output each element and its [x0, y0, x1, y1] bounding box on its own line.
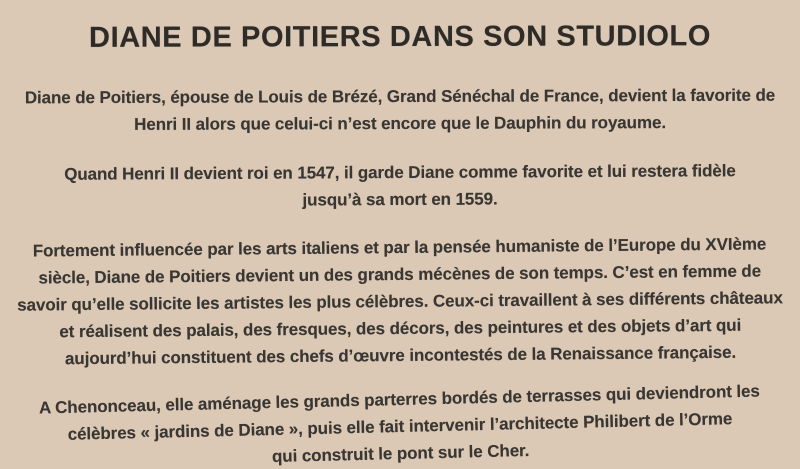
sign-title: DIANE DE POITIERS DANS SON STUDIOLO	[88, 20, 712, 54]
paragraph-intro	[0, 82, 800, 139]
sign-line: A Chenonceau, elle aménage les grands parterres bordés de terrasses qui deviendront les	[38, 381, 760, 418]
sign-line: Fortement influencée par les arts italiens et par la pensée humaniste de l’Europe du XVIème	[32, 234, 767, 261]
paragraph-mecene	[0, 230, 800, 373]
sign-line: Diane de Poitiers, épouse de Louis de Brézé, Grand Sénéchal de France, devient la favorite de	[24, 85, 776, 108]
sign-line: Quand Henri II devient roi en 1547, il garde Diane comme favorite et lui restera fidèle	[64, 161, 736, 184]
sign-line: Henri II alors que celui-ci n’est encore que le Dauphin du royaume.	[134, 113, 666, 134]
sign-line: célèbres « jardins de Diane », puis elle fait intervenir l’architecte Philibert de l’Orme	[67, 409, 733, 444]
paragraph-henri-roi	[0, 157, 800, 215]
sign-line: aujourd’hui constituent des chefs d’œuvre incontestés de la Renaissance française.	[64, 342, 737, 369]
sign-line: savoir qu’elle sollicite les artistes les plus célèbres. Ceux-ci travaillent à ses différents châteaux	[17, 288, 783, 315]
paragraph-chenonceau	[0, 377, 800, 469]
sign-line: siècle, Diane de Poitiers devient un des grands mécènes de son temps. C’est en femme de	[38, 261, 762, 288]
sign-line: qui construit le pont sur le Cher.	[271, 440, 530, 467]
sign-line: jusqu’à sa mort en 1559.	[302, 189, 498, 210]
sign-line: et réalisent des palais, des fresques, des décors, des peintures et des objets d’art qui	[59, 315, 742, 342]
